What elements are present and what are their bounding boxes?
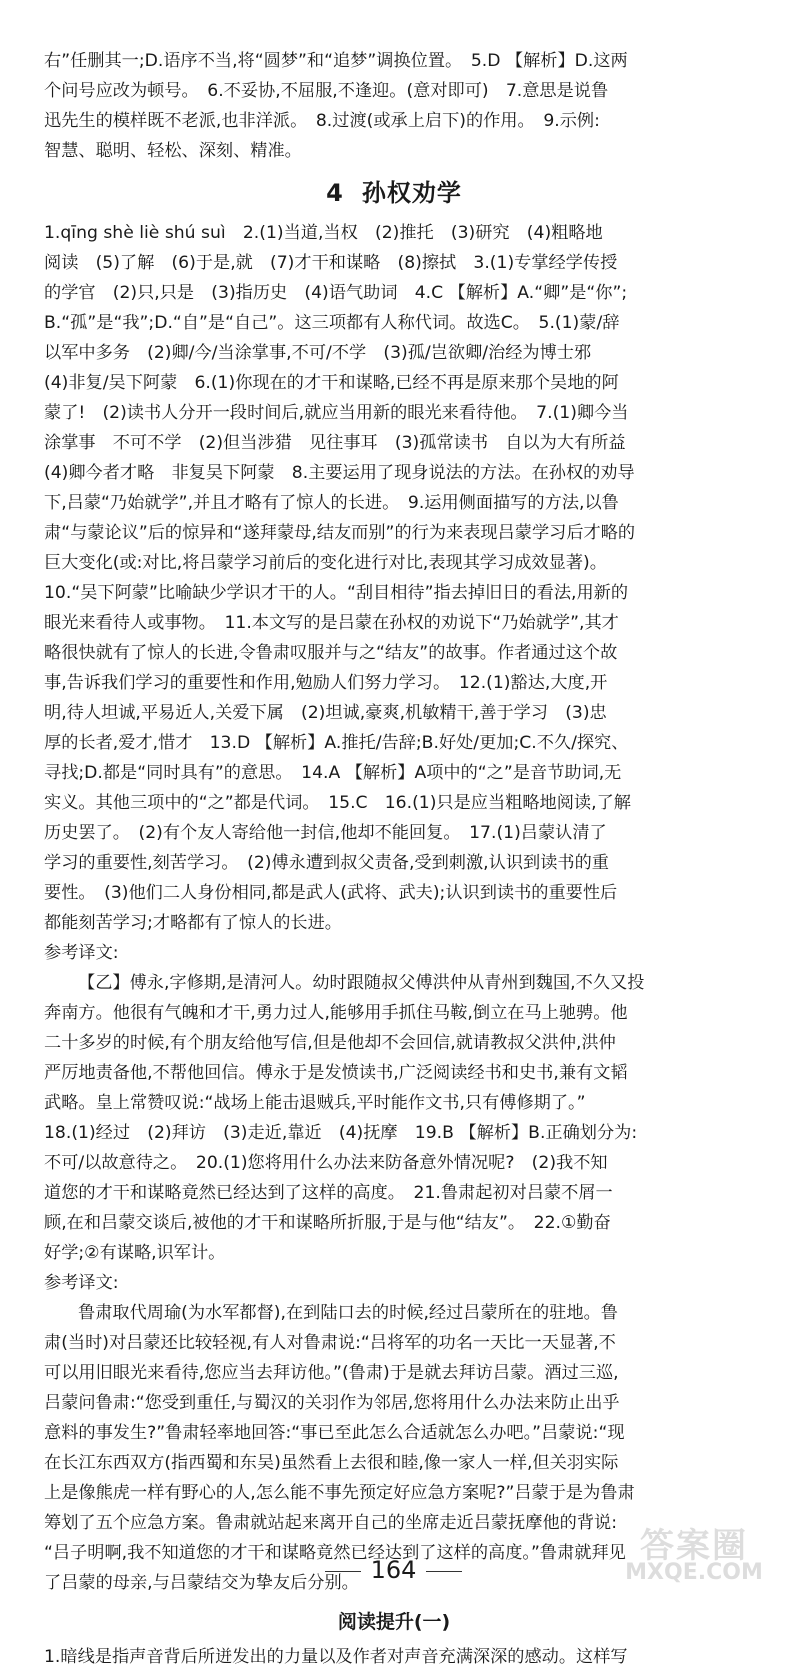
text-line: 筹划了五个应急方案。鲁肃就站起来离开自己的坐席走近吕蒙抚摩他的背说: — [44, 1513, 617, 1533]
text-line: (4)非复/吴下阿蒙 6.(1)你现在的才干和谋略,已经不再是原来那个吴地的阿 — [44, 373, 619, 393]
text-line: 不可/以故意待之。 20.(1)您将用什么办法来防备意外情况呢? (2)我不知 — [44, 1153, 608, 1173]
section-title-text: 孙权劝学 — [361, 179, 462, 207]
text-line: 阅读 (5)了解 (6)于是,就 (7)才干和谋略 (8)擦拭 3.(1)专掌经学传授 — [44, 253, 618, 273]
text-line: 实义。其他三项中的“之”都是代词。 15.C 16.(1)只是应当粗略地阅读,了解 — [44, 793, 631, 813]
text-line: 下,吕蒙“乃始就学”,并且才略有了惊人的长进。 9.运用侧面描写的方法,以鲁 — [44, 493, 619, 513]
text-line: 巨大变化(或:对比,将吕蒙学习前后的变化进行对比,表现其学习成效显著)。 — [44, 553, 607, 573]
reading-answers — [44, 1642, 744, 1672]
section-number: 4 — [326, 179, 344, 207]
text-line: “吕子明啊,我不知道您的才干和谋略竟然已经达到了这样的高度。”鲁肃就拜见 — [44, 1543, 626, 1563]
watermark-line-2: MXQE.COM — [625, 1560, 763, 1585]
text-line: 10.“吴下阿蒙”比喻缺少学识才干的人。“刮目相待”指去掉旧日的看法,用新的 — [44, 583, 629, 603]
text-line: 眼光来看待人或事物。 11.本文写的是吕蒙在孙权的劝说下“乃始就学”,其才 — [44, 613, 619, 633]
text-line: 意料的事发生?”鲁肃轻率地回答:“事已至此怎么合适就怎么办吧。”吕蒙说:“现 — [44, 1423, 625, 1443]
text-line: 以军中多务 (2)卿/今/当涂掌事,不可/不学 (3)孤/岂欲卿/治经为博士邪 — [44, 343, 592, 363]
section-title — [44, 170, 744, 216]
reference-translation-label: 参考译文: — [44, 943, 119, 963]
reading-section-title: 阅读提升(一) — [337, 1611, 451, 1633]
text-line: 了吕蒙的母亲,与吕蒙结交为挚友后分别。 — [44, 1573, 359, 1593]
text-line: 好学;②有谋略,识军计。 — [44, 1243, 226, 1263]
text-line: 学习的重要性,刻苦学习。 (2)傅永遭到叔父责备,受到刺激,认识到读书的重 — [44, 853, 609, 873]
text-line: 1.暗线是指声音背后所迸发出的力量以及作者对声音充满深深的感动。这样写 — [44, 1647, 628, 1667]
text-line: 寻找;D.都是“同时具有”的意思。 14.A 【解析】A项中的“之”是音节助词,无 — [44, 763, 622, 783]
text-line: 奔南方。他很有气魄和才干,勇力过人,能够用手抓住马鞍,倒立在马上驰骋。他 — [44, 1003, 628, 1023]
answer-page — [44, 46, 744, 1672]
text-line: 右”任删其一;D.语序不当,将“圆梦”和“追梦”调换位置。 5.D 【解析】D.这两 — [44, 51, 628, 71]
text-line: 蒙了! (2)读书人分开一段时间后,就应当用新的眼光来看待他。 7.(1)卿今当 — [44, 403, 629, 423]
page-number: 164 — [370, 1556, 417, 1584]
text-line: B.“孤”是“我”;D.“自”是“自己”。这三项都有人称代词。故选C。 5.(1)蒙/辞 — [44, 313, 620, 333]
text-line: 个问号应改为顿号。 6.不妥协,不屈服,不逢迎。(意对即可) 7.意思是说鲁 — [44, 81, 609, 101]
text-line: (4)卿今者才略 非复吴下阿蒙 8.主要运用了现身说法的方法。在孙权的劝导 — [44, 463, 635, 483]
section-answers-2 — [44, 1118, 744, 1268]
text-line: 严厉地责备他,不帮他回信。傅永于是发愤读书,广泛阅读经书和史书,兼有文韬 — [44, 1063, 628, 1083]
reference-translation-1 — [44, 968, 744, 1118]
text-line: 历史罢了。 (2)有个友人寄给他一封信,他却不能回复。 17.(1)吕蒙认清了 — [44, 823, 607, 843]
text-line: 的学官 (2)只,只是 (3)指历史 (4)语气助词 4.C 【解析】A.“卿”是“你”; — [44, 283, 628, 303]
text-line: 都能刻苦学习;才略都有了惊人的长进。 — [44, 913, 342, 933]
text-line: 道您的才干和谋略竟然已经达到了这样的高度。 21.鲁肃起初对吕蒙不屑一 — [44, 1183, 613, 1203]
footer-dash-left — [325, 1571, 361, 1572]
intro-paragraph — [44, 46, 744, 166]
text-line: 1.qīng shè liè shú suì 2.(1)当道,当权 (2)推托 (3)研究 (4)粗略地 — [44, 223, 603, 243]
text-line: 要性。 (3)他们二人身份相同,都是武人(武将、武夫);认识到读书的重要性后 — [44, 883, 618, 903]
text-line: 涂掌事 不可不学 (2)但当涉猎 见往事耳 (3)孤常读书 自以为大有所益 — [44, 433, 626, 453]
text-line: 明,待人坦诚,平易近人,关爱下属 (2)坦诚,豪爽,机敏精干,善于学习 (3)忠 — [44, 703, 607, 723]
text-line: 在长江东西双方(指西蜀和东吴)虽然看上去很和睦,像一家人一样,但关羽实际 — [44, 1453, 619, 1473]
text-line: 18.(1)经过 (2)拜访 (3)走近,靠近 (4)抚摩 19.B 【解析】B.正确划分为: — [44, 1123, 638, 1143]
text-line: 可以用旧眼光来看待,您应当去拜访他。”(鲁肃)于是就去拜访吕蒙。酒过三巡, — [44, 1363, 619, 1383]
text-line: 肃(当时)对吕蒙还比较轻视,有人对鲁肃说:“吕将军的功名一天比一天显著,不 — [44, 1333, 616, 1353]
text-line: 武略。皇上常赞叹说:“战场上能击退贼兵,平时能作文书,只有傅修期了。” — [44, 1093, 586, 1113]
text-line: 厚的长者,爱才,惜才 13.D 【解析】A.推托/告辞;B.好处/更加;C.不久/探究、 — [44, 733, 629, 753]
watermark-line-1: 答案圈 — [640, 1526, 748, 1566]
reference-translation-label: 参考译文: — [44, 1273, 119, 1293]
text-line: 事,告诉我们学习的重要性和作用,勉励人们努力学习。 12.(1)豁达,大度,开 — [44, 673, 608, 693]
text-line: 肃“与蒙论议”后的惊异和“遂拜蒙母,结友而别”的行为来表现吕蒙学习后才略的 — [44, 523, 636, 543]
footer-dash-right — [426, 1571, 462, 1572]
text-line: 顾,在和吕蒙交谈后,被他的才干和谋略所折服,于是与他“结友”。 22.①勤奋 — [44, 1213, 611, 1233]
text-line: 略很快就有了惊人的长进,令鲁肃叹服并与之“结友”的故事。作者通过这个故 — [44, 643, 618, 663]
text-line: 【乙】傅永,字修期,是清河人。幼时跟随叔父傅洪仲从青州到魏国,不久又投 — [78, 973, 645, 993]
text-line: 上是像熊虎一样有野心的人,怎么能不事先预定好应急方案呢?”吕蒙于是为鲁肃 — [44, 1483, 635, 1503]
text-line: 吕蒙问鲁肃:“您受到重任,与蜀汉的关羽作为邻居,您将用什么办法来防止出乎 — [44, 1393, 620, 1413]
text-line: 二十多岁的时候,有个朋友给他写信,但是他却不会回信,就请教叔父洪仲,洪仲 — [44, 1033, 616, 1053]
text-line: 鲁肃取代周瑜(为水军都督),在到陆口去的时候,经过吕蒙所在的驻地。鲁 — [78, 1303, 618, 1323]
section-answers — [44, 218, 744, 938]
site-watermark-logo — [619, 1518, 769, 1590]
text-line: 迅先生的模样既不老派,也非洋派。 8.过渡(或承上启下)的作用。 9.示例: — [44, 111, 600, 131]
text-line: 智慧、聪明、轻松、深刻、精准。 — [44, 141, 302, 161]
